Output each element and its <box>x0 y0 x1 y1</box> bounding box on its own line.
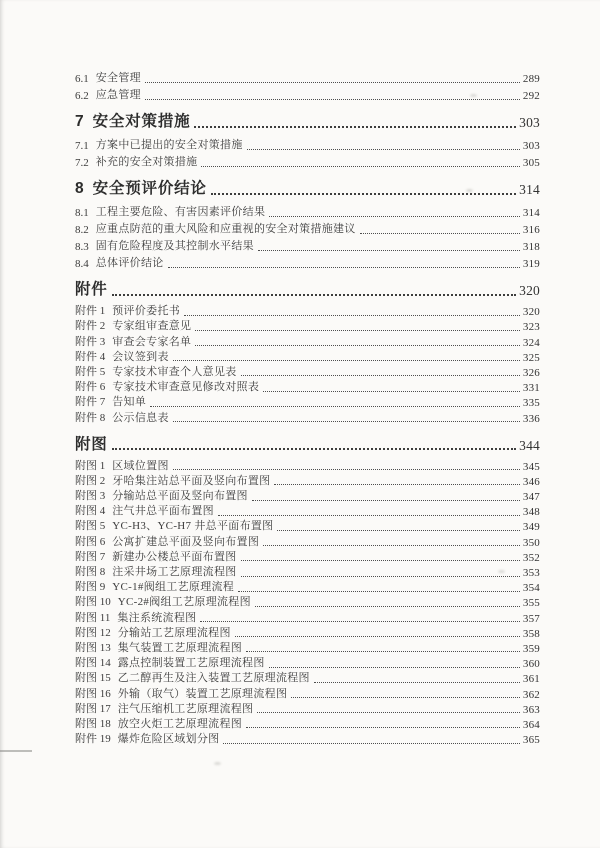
toc-entry-title: 公示信息表 <box>112 411 169 424</box>
toc-entry <box>75 655 540 670</box>
leader-dots <box>263 391 520 392</box>
leader-dots <box>269 667 520 668</box>
toc-entry-number: 8.2 <box>75 224 89 236</box>
toc-entry <box>75 364 540 379</box>
toc-entry-number: 附图 16 <box>75 687 111 700</box>
toc-entry-number: 8.4 <box>75 258 89 270</box>
leader-dots <box>246 651 520 652</box>
toc-page-number: 289 <box>522 73 540 85</box>
toc-entry-number: 附件 8 <box>75 411 106 424</box>
leader-dots <box>269 216 520 217</box>
toc-page-number: 318 <box>522 241 540 253</box>
toc-page-number: 350 <box>522 536 540 549</box>
toc-entry <box>75 219 540 236</box>
toc-entry <box>75 731 540 746</box>
toc-entry <box>75 394 540 409</box>
leader-dots <box>173 421 520 422</box>
toc-entry-number: 附图 9 <box>75 581 106 594</box>
toc-entry <box>75 303 540 318</box>
toc-entry-number: 附图 10 <box>75 596 111 609</box>
toc-entry-number: 附图 12 <box>75 626 111 639</box>
toc-entry-title: 牙哈集注站总平面及竖向布置图 <box>112 474 271 487</box>
toc-entry-title: 附件 <box>75 281 108 298</box>
toc-entry-title: 公寓扩建总平面及竖向布置图 <box>112 535 260 548</box>
leader-dots <box>238 591 520 592</box>
toc-page-number: 316 <box>522 224 540 236</box>
toc-entry-title: 工程主要危险、有害因素评价结果 <box>95 206 266 218</box>
toc-entry-title: 专家组审查意见 <box>112 320 192 333</box>
toc-entry <box>75 135 540 152</box>
toc-page-number: 352 <box>522 551 540 564</box>
toc-entry-title: 应急管理 <box>95 89 141 101</box>
toc-entry <box>75 349 540 364</box>
scan-artifact <box>0 750 32 752</box>
leader-dots <box>218 515 520 516</box>
toc-page-number: 336 <box>522 412 540 425</box>
toc-page-number: 305 <box>522 157 540 169</box>
toc-entry-number: 附图 1 <box>75 459 106 472</box>
toc-page-number: 345 <box>522 460 540 473</box>
leader-dots <box>112 448 517 450</box>
toc-entry-title: 安全对策措施 <box>92 113 191 130</box>
toc-entry <box>75 564 540 579</box>
toc-entry-title: 安全预评价结论 <box>92 180 207 197</box>
toc-entry <box>75 108 540 131</box>
leader-dots <box>201 166 519 167</box>
toc-page-number: 359 <box>522 642 540 655</box>
toc-entry-title: 集注系统流程图 <box>117 611 197 624</box>
toc-entry-title: 外输（取气）装置工艺原理流程图 <box>117 687 288 700</box>
toc-entry-title: 乙二醇再生及注入装置工艺原理流程图 <box>117 672 310 685</box>
toc-entry-number: 7.2 <box>75 157 89 169</box>
leader-dots <box>200 621 519 622</box>
toc-page-number: 303 <box>519 115 540 130</box>
toc-entry <box>75 685 540 700</box>
toc-entry-title: YC-H3、YC-H7 井总平面布置图 <box>112 520 274 533</box>
toc-page-number: 365 <box>522 734 540 747</box>
toc-entry-title: 露点控制装置工艺原理流程图 <box>117 657 265 670</box>
leader-dots <box>195 345 520 346</box>
toc-entry-number: 附件 19 <box>75 733 111 746</box>
toc-entry-number: 6.1 <box>75 73 89 85</box>
toc-entry-number: 8.1 <box>75 207 89 219</box>
toc-entry-number: 附件 7 <box>75 396 106 409</box>
toc-entry-title: 固有危险程度及其控制水平结果 <box>95 240 254 252</box>
toc-page-number: 331 <box>522 382 540 395</box>
toc-page-number: 353 <box>522 567 540 579</box>
toc-entry-number: 附图 6 <box>75 535 106 548</box>
toc-entry-title: 告知单 <box>112 396 147 409</box>
leader-dots <box>145 99 520 100</box>
leader-dots <box>274 484 519 485</box>
toc-entry-title: 集气装置工艺原理流程图 <box>117 641 243 654</box>
leader-dots <box>314 682 520 683</box>
leader-dots <box>173 469 520 470</box>
leader-dots <box>257 712 520 713</box>
toc-entry-title: 方案中已提出的安全对策措施 <box>95 139 243 151</box>
table-of-contents <box>75 68 540 746</box>
leader-dots <box>255 606 520 607</box>
toc-entry-number: 7.1 <box>75 140 89 152</box>
toc-entry-title: 会议签到表 <box>112 350 169 363</box>
toc-entry-number: 附件 6 <box>75 381 106 394</box>
toc-entry-number: 附图 17 <box>75 702 111 715</box>
toc-entry-title: 专家技术审查意见修改对照表 <box>112 381 260 394</box>
toc-entry <box>75 609 540 624</box>
toc-entry-number: 附图 4 <box>75 505 106 518</box>
toc-entry-title: 专家技术审查个人意见表 <box>112 365 237 378</box>
toc-entry-number: 附件 3 <box>75 335 106 348</box>
toc-entry-number: 附图 15 <box>75 672 111 685</box>
leader-dots <box>173 360 520 361</box>
toc-entry-number: 附图 8 <box>75 566 106 578</box>
toc-page-number: 314 <box>519 182 540 197</box>
leader-dots <box>235 636 520 637</box>
scan-artifact <box>214 762 221 765</box>
toc-page-number: 323 <box>522 321 540 334</box>
leader-dots <box>252 500 520 501</box>
toc-entry-title: 补充的安全对策措施 <box>95 156 198 168</box>
toc-entry-title: 预评价委托书 <box>112 305 181 318</box>
toc-page-number: 344 <box>519 437 540 453</box>
toc-entry-number: 7 <box>75 113 84 130</box>
toc-page-number: 324 <box>522 336 540 349</box>
toc-page-number: 314 <box>522 207 540 219</box>
toc-page-number: 360 <box>522 658 540 671</box>
toc-page-number: 346 <box>522 475 540 488</box>
toc-entry-title: YC-1#阀组工艺原理流程 <box>112 581 235 594</box>
toc-entry <box>75 85 540 102</box>
toc-entry-number: 附图 2 <box>75 474 106 487</box>
toc-page-number: 357 <box>522 612 540 625</box>
leader-dots <box>195 330 520 331</box>
leader-dots <box>263 545 520 546</box>
leader-dots <box>168 267 520 268</box>
toc-page-number: 348 <box>522 506 540 519</box>
toc-entry <box>75 409 540 424</box>
toc-page-number: 292 <box>522 90 540 102</box>
toc-page-number: 361 <box>522 673 540 686</box>
toc-entry-title: 注气压缩机工艺原理流程图 <box>117 702 254 715</box>
toc-page-number: 355 <box>522 597 540 610</box>
toc-entry-number: 附图 18 <box>75 717 111 730</box>
toc-entry <box>75 670 540 685</box>
toc-entry-title: 放空火炬工艺原理流程图 <box>117 717 243 730</box>
leader-dots <box>211 193 516 195</box>
toc-entry-number: 附件 2 <box>75 320 106 333</box>
leader-dots <box>112 294 517 296</box>
toc-entry <box>75 701 540 716</box>
toc-entry-title: 爆炸危险区域划分图 <box>117 733 220 746</box>
toc-entry-title: 分输站总平面及竖向布置图 <box>112 490 248 503</box>
toc-entry <box>75 473 540 488</box>
toc-page-number: 362 <box>522 688 540 701</box>
toc-entry-number: 附件 1 <box>75 305 106 318</box>
leader-dots <box>184 315 520 316</box>
toc-entry-number: 8.3 <box>75 241 89 253</box>
leader-dots <box>223 743 519 744</box>
toc-entry <box>75 276 540 299</box>
toc-entry <box>75 152 540 169</box>
toc-entry-number: 8 <box>75 180 84 197</box>
toc-entry <box>75 431 540 454</box>
leader-dots <box>247 149 520 150</box>
leader-dots <box>145 82 520 83</box>
toc-page-number: 349 <box>522 521 540 534</box>
leader-dots <box>360 233 520 234</box>
toc-entry <box>75 533 540 548</box>
leader-dots <box>150 406 520 407</box>
toc-entry <box>75 202 540 219</box>
toc-entry-title: 注气井总平面布置图 <box>112 505 214 518</box>
toc-entry-number: 附图 13 <box>75 641 111 654</box>
toc-entry-title: 注采井场工艺原理流程图 <box>112 566 237 578</box>
toc-page-number: 320 <box>519 283 540 298</box>
toc-page-number: 303 <box>522 140 540 152</box>
toc-entry <box>75 68 540 85</box>
toc-entry <box>75 488 540 503</box>
toc-page-number: 326 <box>522 366 540 379</box>
leader-dots <box>277 530 519 531</box>
toc-entry-title: 安全管理 <box>95 72 141 84</box>
toc-entry-number: 附图 14 <box>75 657 111 670</box>
toc-entry <box>75 640 540 655</box>
toc-page-number: 325 <box>522 351 540 364</box>
toc-entry-number: 附件 5 <box>75 365 106 378</box>
toc-page-number: 364 <box>522 718 540 731</box>
leader-dots <box>241 560 520 561</box>
toc-page-number: 319 <box>522 258 540 270</box>
toc-entry <box>75 503 540 518</box>
leader-dots <box>241 375 520 376</box>
toc-entry <box>75 253 540 270</box>
toc-entry <box>75 379 540 394</box>
toc-page-number: 358 <box>522 627 540 640</box>
toc-entry-title: 总体评价结论 <box>95 257 164 269</box>
toc-entry <box>75 518 540 533</box>
toc-entry <box>75 318 540 333</box>
toc-entry-title: 分输站工艺原理流程图 <box>117 626 231 639</box>
toc-entry-number: 6.2 <box>75 90 89 102</box>
toc-entry-number: 附图 7 <box>75 550 106 563</box>
toc-entry-number: 附图 3 <box>75 490 106 503</box>
leader-dots <box>258 250 520 251</box>
toc-page-number: 320 <box>522 306 540 319</box>
toc-entry <box>75 458 540 473</box>
toc-entry <box>75 579 540 594</box>
toc-entry-number: 附图 11 <box>75 611 111 624</box>
toc-entry <box>75 236 540 253</box>
toc-entry-title: 新建办公楼总平面布置图 <box>112 550 237 563</box>
toc-entry <box>75 716 540 731</box>
toc-entry <box>75 175 540 198</box>
toc-entry-number: 附图 5 <box>75 520 106 533</box>
toc-entry <box>75 549 540 564</box>
toc-entry-title: 应重点防范的重大风险和应重视的安全对策措施建议 <box>95 223 356 235</box>
toc-entry <box>75 594 540 609</box>
toc-entry <box>75 625 540 640</box>
toc-entry-title: 区域位置图 <box>112 459 169 472</box>
leader-dots <box>291 697 520 698</box>
leader-dots <box>241 576 520 577</box>
toc-page-number: 335 <box>522 397 540 410</box>
leader-dots <box>194 126 516 128</box>
toc-entry-title: 审查会专家名单 <box>112 335 192 348</box>
toc-entry <box>75 333 540 348</box>
leader-dots <box>246 727 520 728</box>
toc-page-number: 363 <box>522 703 540 716</box>
toc-entry-title: 附图 <box>75 435 108 453</box>
toc-entry-title: YC-2#阀组工艺原理流程图 <box>117 596 251 609</box>
toc-page-number: 347 <box>522 491 540 504</box>
toc-page-number: 354 <box>522 582 540 595</box>
toc-entry-number: 附件 4 <box>75 350 106 363</box>
